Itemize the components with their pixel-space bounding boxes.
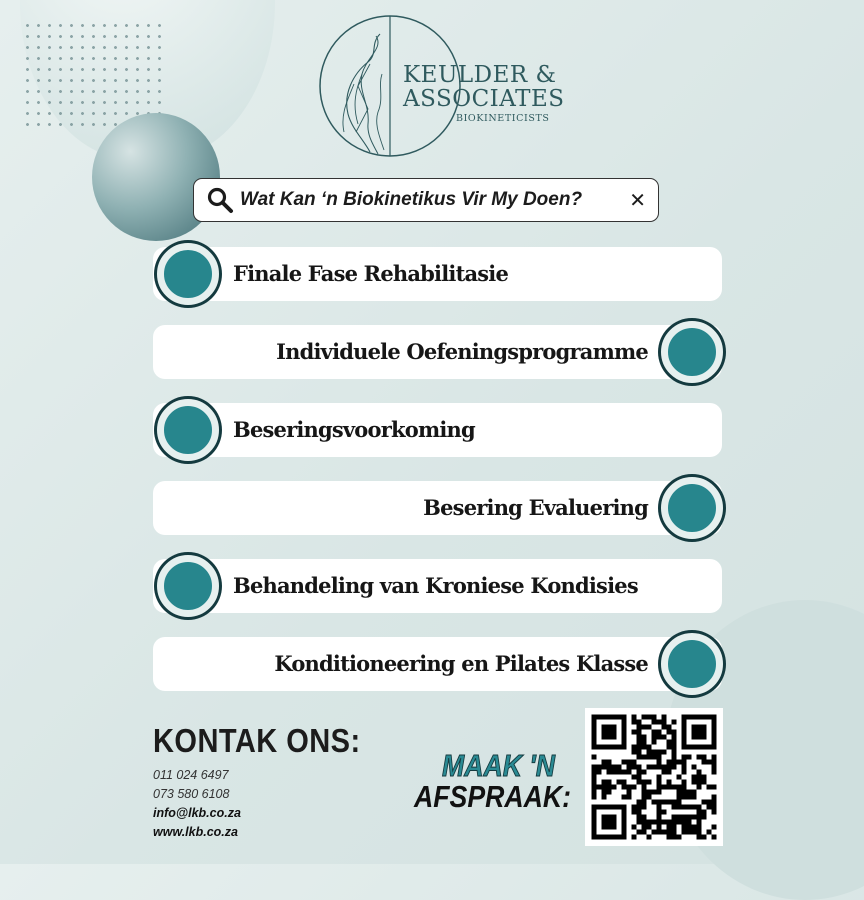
search-query[interactable]: Wat Kan ‘n Biokinetikus Vir My Doen? (240, 189, 583, 210)
contact-phone-1[interactable]: 011 024 6497 (153, 768, 229, 782)
service-label: Beseringsvoorkoming (233, 417, 475, 442)
search-bar[interactable] (193, 178, 659, 222)
bullet-circle-icon (661, 633, 723, 695)
bullet-circle-icon (157, 399, 219, 461)
brand-name-line2: ASSOCIATES (403, 86, 565, 112)
service-item (153, 247, 722, 301)
service-item (153, 559, 722, 613)
contact-website[interactable]: www.lkb.co.za (153, 825, 238, 839)
brand-name-line1: KEULDER & (403, 62, 557, 88)
qr-code[interactable] (585, 708, 723, 846)
contact-heading: KONTAK ONS: (153, 722, 361, 759)
bullet-circle-icon (157, 555, 219, 617)
service-item (153, 637, 722, 691)
contact-email[interactable]: info@lkb.co.za (153, 806, 241, 820)
contact-phone-2[interactable]: 073 580 6108 (153, 787, 230, 801)
cta-line-2: AFSPRAAK: (414, 779, 572, 814)
service-item (153, 481, 722, 535)
close-icon[interactable]: ✕ (629, 189, 646, 212)
service-label: Individuele Oefeningsprogramme (276, 339, 648, 364)
service-item (153, 403, 722, 457)
dot-pattern (22, 20, 162, 130)
service-item (153, 325, 722, 379)
bullet-circle-icon (661, 477, 723, 539)
service-label: Besering Evaluering (423, 495, 648, 520)
bullet-circle-icon (661, 321, 723, 383)
search-icon[interactable] (206, 186, 234, 214)
service-label: Finale Fase Rehabilitasie (233, 261, 509, 286)
cta-line-1: MAAK 'N (442, 748, 555, 783)
bullet-circle-icon (157, 243, 219, 305)
service-label: Konditioneering en Pilates Klasse (274, 651, 648, 676)
service-label: Behandeling van Kroniese Kondisies (233, 573, 638, 598)
brand-tagline: BIOKINETICISTS (456, 113, 550, 124)
